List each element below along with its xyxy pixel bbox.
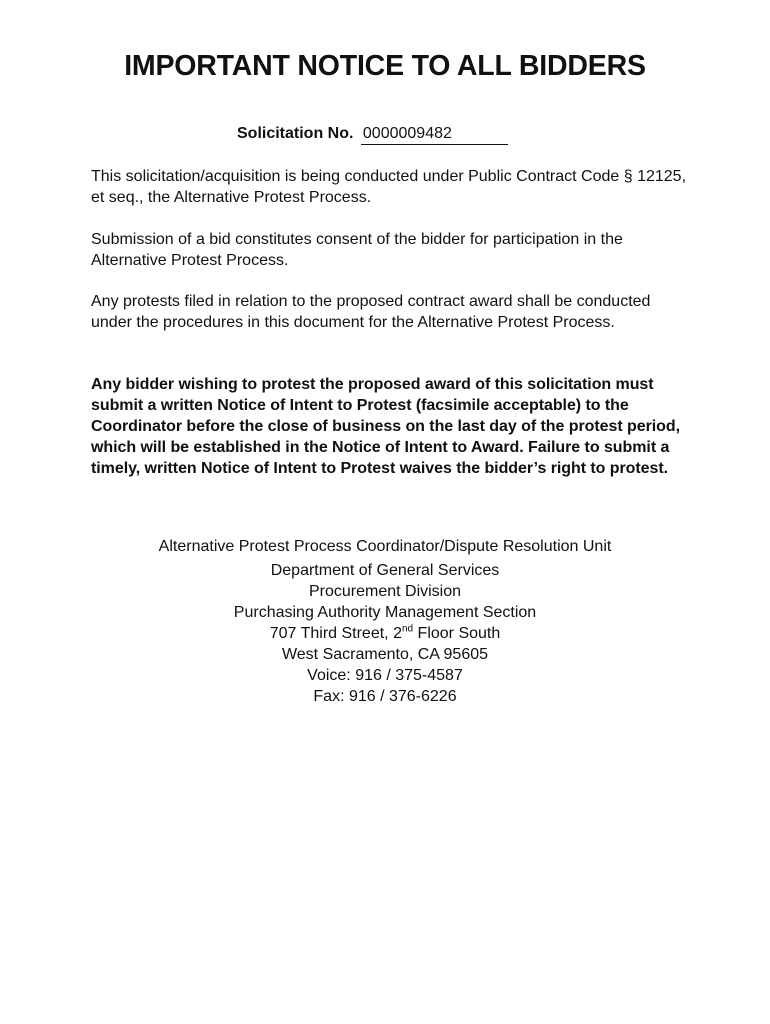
address-street-ordinal: nd [401,623,414,635]
address-street [0,623,770,644]
address-unit: Alternative Protest Process Coordinator/Dispute Resolution Unit [158,538,612,555]
solicitation-number: 0000009482 [361,124,508,145]
address-department: Department of General Services [270,562,500,579]
address-street-prefix: 707 Third Street, 2 [269,625,402,642]
address-division: Procurement Division [308,583,462,600]
address-fax: Fax: 916 / 376-6226 [313,688,457,705]
paragraph-protest-procedures: Any protests filed in relation to the proposed contract award shall be conducted under the procedures in this document for the Alternative Protest Process. [91,293,651,331]
solicitation-line [237,124,508,145]
paragraph-intent-to-protest: Any bidder wishing to protest the proposed award of this solicitation must submit a written Notice of Intent to Protest (facsimile acceptable) to the Coordinator before the close of business on the last day of the protest period, which will be established in the Notice of Intent to Award. Failure to submit a timely, written Notice of Intent to Protest waives the bidder’s right to protest. [91,376,681,477]
notice-title: IMPORTANT NOTICE TO ALL BIDDERS [124,50,646,82]
solicitation-label: Solicitation No. [237,125,354,142]
paragraph-public-contract-code: This solicitation/acquisition is being conducted under Public Contract Code § 12125, et seq., the Alternative Protest Process. [91,168,687,206]
address-street-suffix: Floor South [413,625,501,642]
address-section: Purchasing Authority Management Section [233,604,537,621]
address-city: West Sacramento, CA 95605 [281,646,489,663]
coordinator-address-block [0,536,770,707]
paragraph-bid-consent: Submission of a bid constitutes consent of the bidder for participation in the Alternative Protest Process. [91,231,623,269]
address-voice: Voice: 916 / 375-4587 [307,667,463,684]
